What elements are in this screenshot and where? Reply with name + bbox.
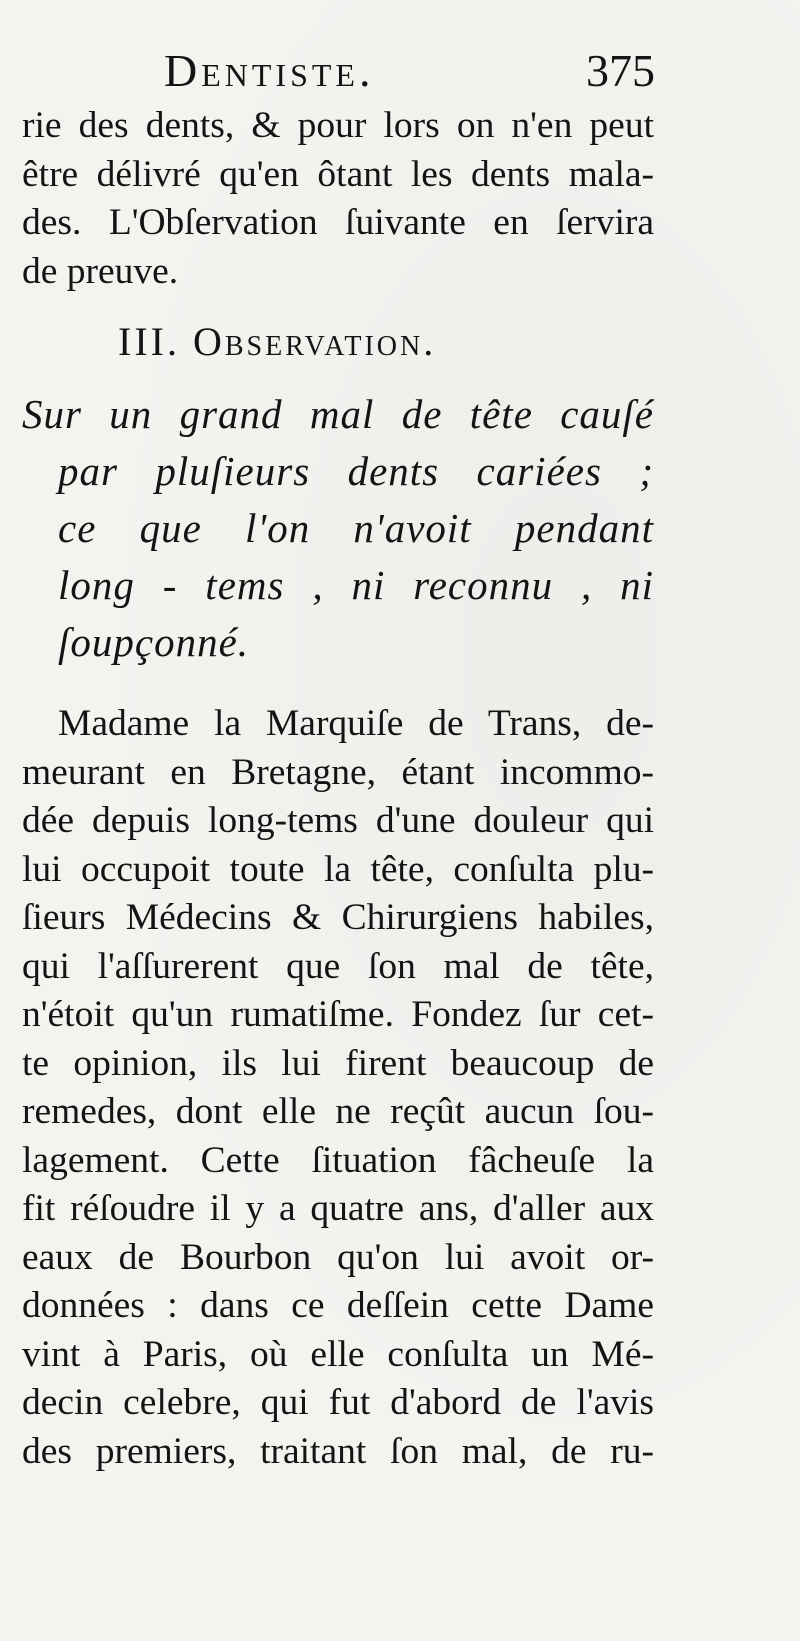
text-line: lagement. Cette ſituation fâcheuſe la — [22, 1139, 654, 1181]
subtitle-line: ce que l'on n'avoit pendant — [58, 505, 654, 551]
text-line: ſieurs Médecins & Chirurgiens habiles, — [22, 897, 654, 938]
text-line: des premiers, traitant ſon mal, de ru- — [22, 1430, 654, 1472]
text-line: fit réſoudre il y a quatre ans, d'aller aux — [22, 1188, 654, 1229]
text-line: remedes, dont elle ne reçût aucun ſou- — [22, 1091, 654, 1132]
text-line: de preuve. — [22, 250, 179, 292]
observation-subtitle — [22, 386, 654, 671]
text-line: te opinion, ils lui firent beaucoup de — [22, 1042, 654, 1084]
observation-heading: III. Observation. — [118, 319, 437, 364]
intro-paragraph — [22, 102, 654, 296]
text-line: lui occupoit toute la tête, conſulta plu- — [22, 848, 654, 890]
subtitle-line: par pluſieurs dents cariées ; — [58, 448, 654, 494]
text-line: qui l'aſſurerent que ſon mal de tête, — [22, 945, 654, 987]
text-line: rie des dents, & pour lors on n'en peut — [22, 105, 654, 146]
running-head: Dentiste. — [164, 45, 375, 96]
text-line: des. L'Obſervation ſuivante en ſervira — [22, 202, 654, 243]
subtitle-line: long - tems , ni reconnu , ni — [58, 562, 654, 608]
text-line: données : dans ce deſſein cette Dame — [22, 1285, 654, 1326]
text-line: vint à Paris, où elle conſulta un Mé- — [22, 1333, 654, 1375]
text-line: decin celebre, qui fut d'abord de l'avis — [22, 1382, 654, 1423]
page-number: 375 — [586, 45, 655, 96]
subtitle-line: ſoupçonné. — [58, 619, 250, 665]
text-line: Madame la Marquiſe de Trans, de- — [58, 703, 654, 744]
page-header — [0, 42, 800, 100]
text-line: être délivré qu'en ôtant les dents mala- — [22, 153, 654, 195]
text-line: dée depuis long-tems d'une douleur qui — [22, 800, 654, 841]
subtitle-line: Sur un grand mal de tête cauſé — [22, 391, 654, 437]
body-paragraph — [22, 700, 654, 1476]
text-line: eaux de Bourbon qu'on lui avoit or- — [22, 1236, 654, 1278]
text-line: n'étoit qu'un rumatiſme. Fondez ſur cet- — [22, 994, 654, 1035]
text-line: meurant en Bretagne, étant incommo- — [22, 751, 654, 793]
